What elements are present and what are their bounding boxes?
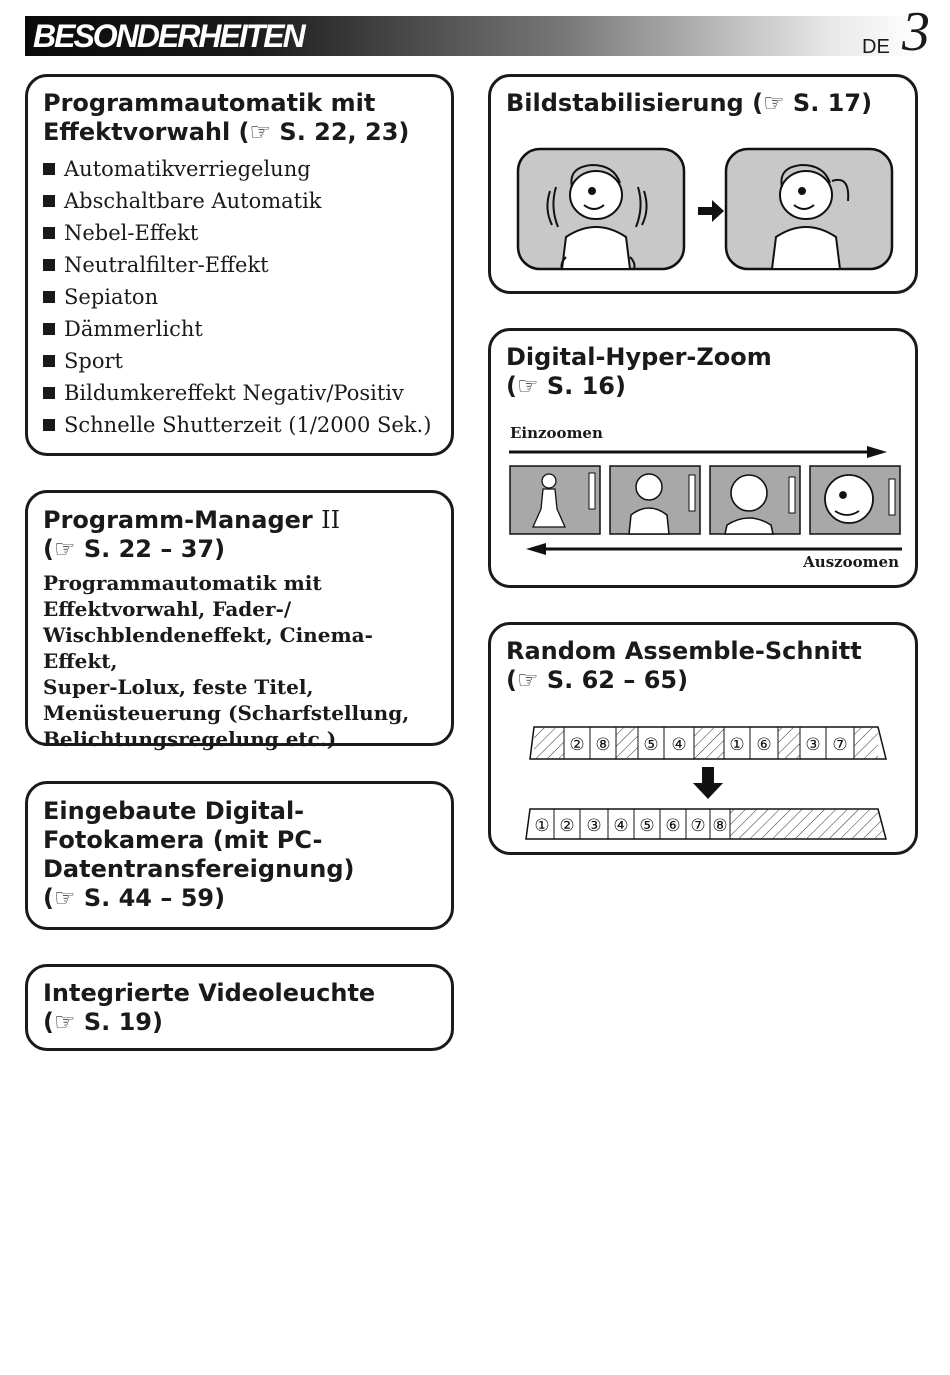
hand-pointer-icon: ☞ bbox=[53, 884, 76, 912]
feature-box-program-ae bbox=[25, 74, 454, 456]
arrow-right-icon bbox=[698, 200, 724, 222]
result-clip-label: ③ bbox=[586, 816, 602, 836]
list-item: Automatikverriegelung bbox=[43, 153, 437, 185]
result-clip-label: ⑦ bbox=[690, 816, 706, 836]
zoom-out-label: Auszoomen bbox=[803, 553, 899, 571]
source-clip-label: ④ bbox=[671, 735, 687, 755]
feature-title: Integrierte Videoleuchte (☞ S. 19) bbox=[43, 979, 376, 1036]
feature-title: Programm-Manager II (☞ S. 22 – 37) bbox=[43, 506, 341, 563]
result-clip-label: ② bbox=[559, 816, 575, 836]
result-clip-label: ⑥ bbox=[665, 816, 681, 836]
zoom-frame-3 bbox=[710, 466, 800, 534]
list-item: Abschaltbare Automatik bbox=[43, 185, 437, 217]
square-bullet-icon bbox=[43, 291, 55, 303]
zoom-frame-4 bbox=[810, 466, 900, 534]
hand-pointer-icon: ☞ bbox=[53, 535, 76, 563]
zoom-in-arrow-icon bbox=[509, 445, 889, 459]
language-code: DE bbox=[862, 36, 890, 58]
result-clip-label: ① bbox=[534, 816, 550, 836]
list-item: Sepiaton bbox=[43, 281, 437, 313]
feature-box-random-assemble bbox=[488, 622, 918, 855]
feature-box-digital-camera bbox=[25, 781, 454, 930]
feature-title: Digital-Hyper-Zoom (☞ S. 16) bbox=[506, 343, 772, 400]
hand-pointer-icon: ☞ bbox=[53, 1008, 76, 1036]
feature-box-program-manager bbox=[25, 490, 454, 751]
list-item: Sport bbox=[43, 345, 437, 377]
stabilizer-illustration bbox=[516, 147, 916, 277]
source-clip-label: ① bbox=[729, 735, 745, 755]
feature-title: Random Assemble-Schnitt (☞ S. 62 – 65) bbox=[506, 637, 862, 694]
hand-pointer-icon: ☞ bbox=[516, 666, 539, 694]
feature-description: Programmautomatik mit Effektvorwahl, Fader-/ Wischblendeneffekt, Cinema-Effekt, Super-Lolux, feste Titel, Menüsteuerung (Scharfstellung, Belichtungsregelung etc.) bbox=[43, 571, 410, 751]
square-bullet-icon bbox=[43, 227, 55, 239]
square-bullet-icon bbox=[43, 259, 55, 271]
list-item: Neutralfilter-Effekt bbox=[43, 249, 437, 281]
list-item: Bildumkereffekt Negativ/Positiv bbox=[43, 377, 437, 409]
list-item: Dämmerlicht bbox=[43, 313, 437, 345]
result-clip-label: ⑧ bbox=[712, 816, 728, 836]
square-bullet-icon bbox=[43, 419, 55, 431]
source-clip-label: ⑦ bbox=[832, 735, 848, 755]
source-tape bbox=[530, 727, 886, 759]
feature-list bbox=[43, 153, 437, 441]
page-title: BESONDERHEITEN bbox=[33, 18, 304, 54]
feature-box-digital-zoom bbox=[488, 328, 918, 588]
feature-title: Eingebaute Digital- Fotokamera (mit PC- Datentransfereignung) (☞ S. 44 – 59) bbox=[43, 797, 355, 912]
list-item: Schnelle Shutterzeit (1/2000 Sek.) bbox=[43, 409, 437, 441]
zoom-frames-illustration bbox=[509, 465, 904, 537]
feature-box-video-light bbox=[25, 964, 454, 1051]
source-clip-label: ③ bbox=[805, 735, 821, 755]
hand-pointer-icon: ☞ bbox=[249, 118, 272, 146]
list-item: Nebel-Effekt bbox=[43, 217, 437, 249]
result-clip-label: ④ bbox=[613, 816, 629, 836]
square-bullet-icon bbox=[43, 195, 55, 207]
zoom-frame-1 bbox=[510, 466, 600, 534]
source-clip-label: ⑧ bbox=[595, 735, 611, 755]
square-bullet-icon bbox=[43, 323, 55, 335]
zoom-frame-2 bbox=[610, 466, 700, 534]
result-clip-label: ⑤ bbox=[639, 816, 655, 836]
source-clip-label: ② bbox=[569, 735, 585, 755]
result-tape bbox=[526, 809, 886, 839]
square-bullet-icon bbox=[43, 163, 55, 175]
assemble-edit-diagram bbox=[524, 725, 894, 850]
arrow-down-icon bbox=[693, 767, 723, 799]
source-clip-label: ⑥ bbox=[756, 735, 772, 755]
feature-title: Programmautomatik mit Effektvorwahl (☞ S. 22, 23) bbox=[43, 89, 410, 146]
zoom-in-label: Einzoomen bbox=[510, 424, 603, 442]
hand-pointer-icon: ☞ bbox=[516, 372, 539, 400]
page-number: 3 bbox=[902, 1, 930, 63]
feature-title: Bildstabilisierung (☞ S. 17) bbox=[506, 89, 873, 117]
square-bullet-icon bbox=[43, 387, 55, 399]
hand-pointer-icon: ☞ bbox=[763, 89, 785, 117]
square-bullet-icon bbox=[43, 355, 55, 367]
source-clip-label: ⑤ bbox=[643, 735, 659, 755]
feature-box-image-stabilizer bbox=[488, 74, 918, 294]
